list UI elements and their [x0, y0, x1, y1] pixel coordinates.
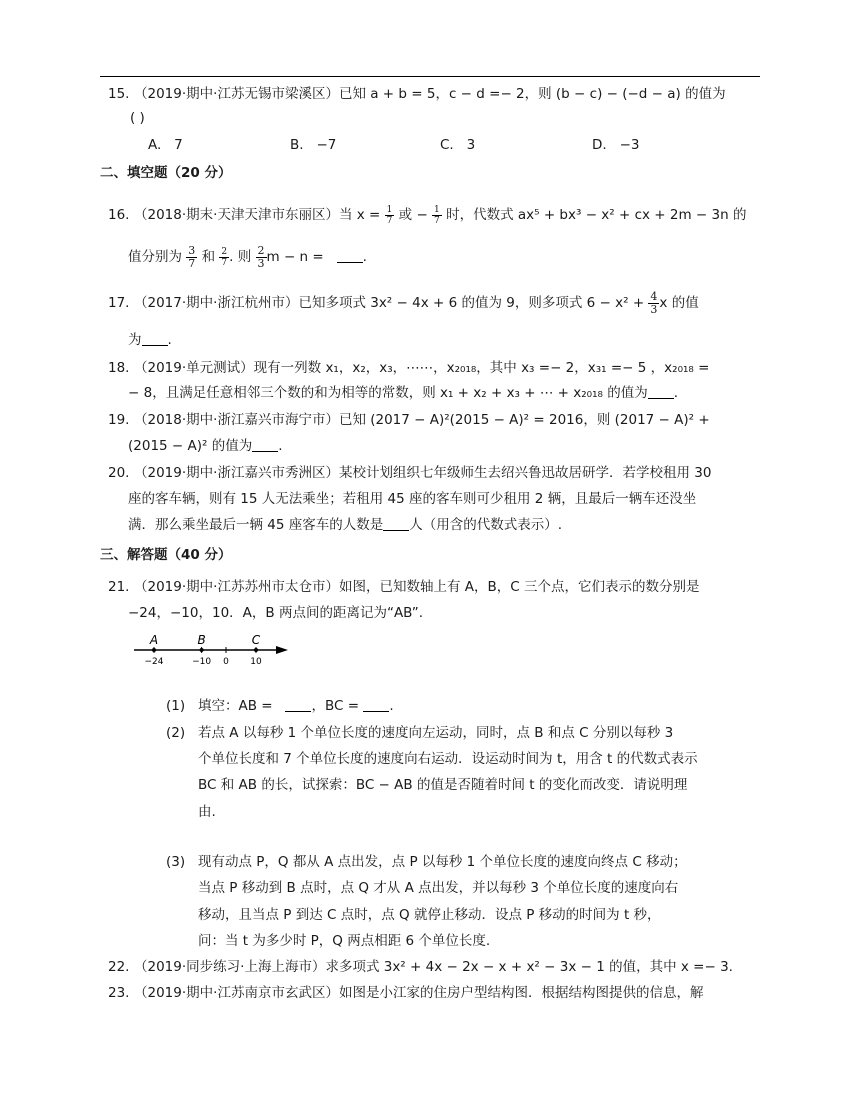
number-line-point	[254, 648, 258, 652]
question-16-line2: 值分别为 $\frac{3}{7}$ 和 $\frac{2}{7}$ . 则 $\frac{2}{3}$ m − n = .	[128, 243, 367, 270]
answer-blank-bc[interactable]	[363, 697, 389, 712]
question-20-line3: 满．那么乘坐最后一辆 45 座客车的人数是 人（用含的代数式表示）.	[128, 517, 563, 533]
question-21-part-2-l3: BC 和 AB 的长，试探索：BC − AB 的值是否随着时间 t 的变化而改变．请说明理	[198, 777, 688, 793]
question-15-paren: ( )	[130, 110, 145, 126]
top-rule	[100, 76, 760, 77]
question-21-line2: −24，−10，10．A，B 两点间的距离记为“AB”.	[128, 605, 423, 621]
question-20: 20. （2019·期中·浙江嘉兴市秀洲区）某校计划组织七年级师生去绍兴鲁迅故居研学．若学校租用 30	[108, 465, 712, 481]
section-heading-solve: 三、解答题（40 分）	[100, 547, 232, 563]
fraction: $\frac{2}{7}$	[221, 246, 228, 268]
question-18-line2: − 8，且满足任意相邻三个数的和为相等的常数，则 x₁ + x₂ + x₃ + ⋯ + x₂₀₁₈ 的值为 .	[128, 385, 678, 401]
number-line-point-label: A	[149, 633, 159, 647]
question-21-part-2-l2: 个单位长度和 7 个单位长度的速度向右运动．设运动时间为 t，用含 t 的代数式表示	[198, 751, 698, 767]
answer-blank[interactable]	[337, 248, 363, 263]
answer-blank[interactable]	[252, 437, 278, 452]
question-21-part-1: (1) 填空：AB = ，BC = .	[166, 698, 394, 714]
section-heading-fill-in: 二、填空题（20 分）	[100, 165, 232, 181]
question-18: 18. （2019·单元测试）现有一列数 x₁，x₂，x₃，⋯⋯，x₂₀₁₈，其中 x₃ =− 2，x₃₁ =− 5 ，x₂₀₁₈ =	[108, 360, 710, 376]
question-17-line2: 为 .	[128, 332, 172, 348]
fraction: $\frac{4}{3}$	[650, 289, 658, 316]
fraction: $\frac{3}{7}$	[188, 243, 196, 270]
number-line-tick-label: −24	[144, 657, 164, 667]
number-line-tick-label: −10	[192, 657, 212, 667]
question-22: 22. （2019·同步练习·上海上海市）求多项式 3x² + 4x − 2x − x + x² − 3x − 1 的值，其中 x =− 3.	[108, 959, 733, 975]
choice-a: A. 7	[148, 137, 183, 153]
question-21-part-2-l4: 由.	[198, 804, 216, 820]
question-number: 15.	[108, 86, 130, 102]
question-19: 19. （2018·期中·浙江嘉兴市海宁市）已知 (2017 − A)²(2015 − A)² = 2016，则 (2017 − A)² +	[108, 412, 710, 428]
question-21-part-3-l4: 问：当 t 为多少时 P，Q 两点相距 6 个单位长度.	[198, 933, 491, 949]
number-line-tick-label: 0	[223, 657, 229, 667]
question-text: （2019·期中·江苏无锡市梁溪区）已知 a + b = 5，c − d =− 2，则 (b − c) − (−d − a) 的值为	[134, 86, 726, 102]
choice-d: D. −3	[592, 137, 640, 153]
question-21-part-3-l2: 当点 P 移动到 B 点时，点 Q 才从 A 点出发，并以每秒 3 个单位长度的速度向右	[198, 880, 679, 896]
number-line-point	[200, 648, 204, 652]
choice-c: C. 3	[440, 137, 476, 153]
fraction: $\frac{1}{7}$	[434, 204, 440, 226]
number-line-figure	[128, 632, 298, 668]
number-line-point	[152, 648, 156, 652]
question-21-part-3: (3) 现有动点 P，Q 都从 A 点出发，点 P 以每秒 1 个单位长度的速度向终点 C 移动；	[166, 854, 687, 870]
question-16: 16. （2018·期末·天津天津市东丽区）当 x = $\frac{1}{7}$ 或 − $\frac{1}{7}$ 时，代数式 ax⁵ + bx³ − x² + cx + 2m − 3n 的	[108, 204, 747, 226]
question-21-part-3-l3: 移动，且当点 P 到达 C 点时，点 Q 就停止移动．设点 P 移动的时间为 t 秒，	[198, 907, 661, 923]
choice-b: B. −7	[290, 137, 337, 153]
question-17: 17. （2017·期中·浙江杭州市）已知多项式 3x² − 4x + 6 的值为 9，则多项式 6 − x² + $\frac{4}{3}$ x 的值	[108, 289, 699, 316]
answer-blank[interactable]	[142, 331, 168, 346]
number-line-point-label: B	[197, 633, 206, 647]
question-20-line2: 座的客车辆，则有 15 人无法乘坐；若租用 45 座的客车则可少租用 2 辆，且最后一辆车还没坐	[128, 491, 697, 507]
fraction: $\frac{2}{3}$	[257, 243, 265, 270]
question-15	[108, 84, 726, 104]
question-23: 23. （2019·期中·江苏南京市玄武区）如图是小江家的住房户型结构图．根据结构图提供的信息，解	[108, 985, 704, 1001]
fraction: $\frac{1}{7}$	[386, 204, 393, 226]
question-19-line2: (2015 − A)² 的值为 .	[128, 438, 283, 454]
number-line-tick-label: 10	[250, 657, 262, 667]
answer-blank-ab[interactable]	[285, 697, 311, 712]
question-21: 21. （2019·期中·江苏苏州市太仓市）如图，已知数轴上有 A，B，C 三个点，它们表示的数分别是	[108, 579, 700, 595]
answer-blank[interactable]	[383, 516, 409, 531]
arrow-right-icon	[276, 646, 288, 654]
question-21-part-2: (2) 若点 A 以每秒 1 个单位长度的速度向左运动，同时，点 B 和点 C 分别以每秒 3	[166, 725, 674, 741]
answer-blank[interactable]	[648, 384, 674, 399]
number-line-point-label: C	[251, 633, 261, 647]
